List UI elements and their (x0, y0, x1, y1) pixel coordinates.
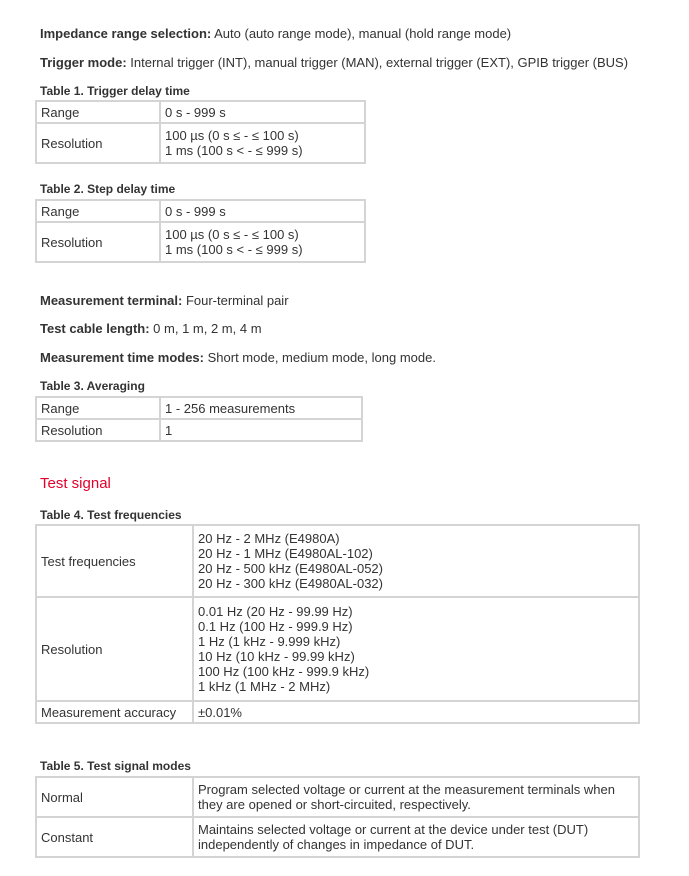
averaging-table (35, 396, 363, 442)
row-label: Resolution (36, 597, 193, 701)
value-line: 100 µs (0 s ≤ - ≤ 100 s) (165, 227, 299, 242)
text: 0 m, 1 m, 2 m, 4 m (149, 321, 262, 336)
value-line: 20 Hz - 1 MHz (E4980AL-102) (198, 546, 373, 561)
time-modes-paragraph (40, 350, 436, 365)
row-label: Range (36, 200, 160, 222)
table2-caption: Table 2. Step delay time (40, 182, 176, 196)
row-label: Range (36, 101, 160, 123)
table1-caption: Table 1. Trigger delay time (40, 84, 190, 98)
table-row (36, 200, 365, 222)
row-value (193, 525, 639, 597)
text: Short mode, medium mode, long mode. (204, 350, 436, 365)
row-label: Resolution (36, 222, 160, 262)
table5-caption: Table 5. Test signal modes (40, 759, 191, 773)
row-value (193, 701, 639, 723)
table-row (36, 101, 365, 123)
value-line: ±0.01% (198, 704, 242, 720)
row-value (160, 101, 365, 123)
value-line: 0 s - 999 s (165, 104, 226, 120)
value-line: Maintains selected voltage or current at the device under test (DUT) (198, 822, 589, 837)
impedance-range-paragraph (40, 26, 511, 41)
trigger-mode-paragraph (40, 55, 628, 70)
value-line: 1 kHz (1 MHz - 2 MHz) (198, 679, 331, 694)
step-delay-table (35, 199, 366, 263)
value-line: 20 Hz - 2 MHz (E4980A) (198, 531, 340, 546)
row-label: Test frequencies (36, 525, 193, 597)
row-label: Resolution (36, 419, 160, 441)
row-label: Range (36, 397, 160, 419)
row-value (160, 200, 365, 222)
value-line: they are opened or short-circuited, respectively. (198, 797, 471, 812)
label: Trigger mode: (40, 55, 127, 70)
value-line: 1 (165, 422, 173, 438)
table-row (36, 419, 362, 441)
value-line: 1 Hz (1 kHz - 9.999 kHz) (198, 634, 341, 649)
test-frequencies-table (35, 524, 640, 724)
row-value (193, 597, 639, 701)
value-line: 20 Hz - 300 kHz (E4980AL-032) (198, 576, 383, 591)
table-row (36, 701, 639, 723)
row-value (160, 419, 362, 441)
table-row (36, 123, 365, 163)
text: Four-terminal pair (182, 293, 289, 308)
row-value (160, 123, 365, 163)
row-label: Normal (36, 777, 193, 817)
value-line: Program selected voltage or current at the measurement terminals when (198, 782, 615, 797)
table4-caption: Table 4. Test frequencies (40, 508, 182, 522)
test-cable-paragraph (40, 321, 262, 336)
label: Impedance range selection: (40, 26, 212, 41)
value-line: 0.01 Hz (20 Hz - 99.99 Hz) (198, 604, 353, 619)
table-row (36, 525, 639, 597)
value-line: 100 Hz (100 kHz - 999.9 kHz) (198, 664, 370, 679)
value-line: independently of changes in impedance of DUT. (198, 837, 475, 852)
value-line: 0 s - 999 s (165, 203, 226, 219)
value-line: 100 µs (0 s ≤ - ≤ 100 s) (165, 128, 299, 143)
value-line: 1 ms (100 s < - ≤ 999 s) (165, 143, 303, 158)
measurement-terminal-paragraph (40, 293, 289, 308)
row-label: Measurement accuracy (36, 701, 193, 723)
row-value (193, 777, 639, 817)
row-value (160, 222, 365, 262)
value-line: 20 Hz - 500 kHz (E4980AL-052) (198, 561, 383, 576)
label: Measurement terminal: (40, 293, 183, 308)
value-line: 10 Hz (10 kHz - 99.99 kHz) (198, 649, 355, 664)
row-label: Resolution (36, 123, 160, 163)
text: Internal trigger (INT), manual trigger (MAN), external trigger (EXT), GPIB trigger (BUS) (126, 55, 629, 70)
table3-caption: Table 3. Averaging (40, 379, 145, 393)
row-value (160, 397, 362, 419)
table-row (36, 397, 362, 419)
table-row (36, 817, 639, 857)
trigger-delay-table (35, 100, 366, 164)
value-line: 1 - 256 measurements (165, 400, 296, 416)
table-row (36, 222, 365, 262)
test-signal-modes-table (35, 776, 640, 858)
row-value (193, 817, 639, 857)
label: Measurement time modes: (40, 350, 204, 365)
section-heading-test-signal: Test signal (40, 475, 111, 492)
text: Auto (auto range mode), manual (hold range mode) (211, 26, 512, 41)
value-line: 1 ms (100 s < - ≤ 999 s) (165, 242, 303, 257)
table-row (36, 777, 639, 817)
label: Test cable length: (40, 321, 150, 336)
row-label: Constant (36, 817, 193, 857)
value-line: 0.1 Hz (100 Hz - 999.9 Hz) (198, 619, 353, 634)
table-row (36, 597, 639, 701)
